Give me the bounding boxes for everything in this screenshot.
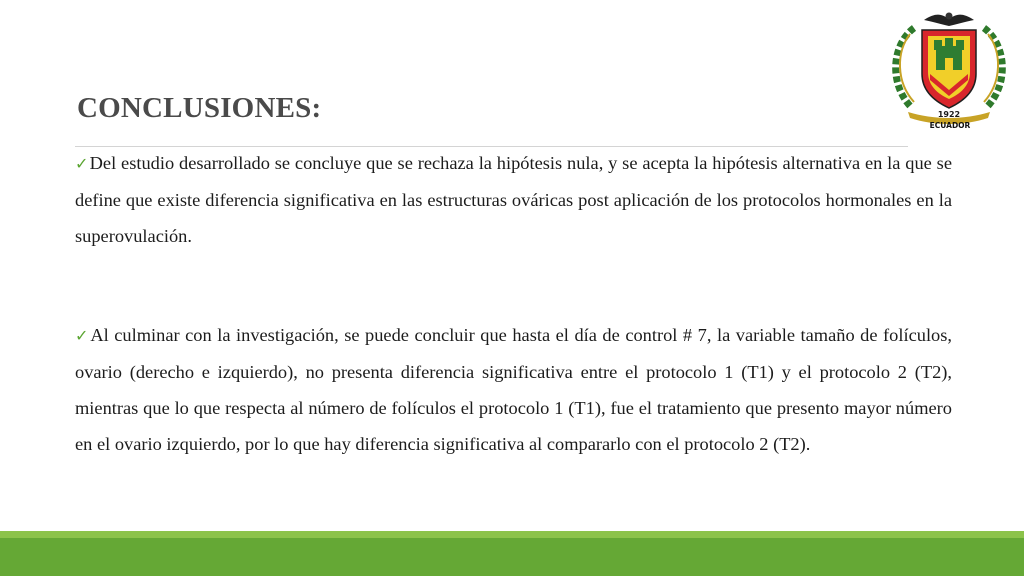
conclusion-item-2 xyxy=(75,317,952,462)
logo-year: 1922 xyxy=(937,110,961,119)
checkmark-icon: ✓ xyxy=(75,154,89,173)
conclusion-text-2: Al culminar con la investigación, se puede concluir que hasta el día de control # 7, la variable tamaño de folículos, ovario (derecho e izquierdo), no presenta diferencia significativa entre el protocolo 1 (T1) y el protocolo 2 (T2), mientras que lo que respecta al número de folículos el protocolo 1 (T1), fue el tratamiento que presento mayor número en el ovario izquierdo, por lo que hay diferencia significativa al compararlo con el protocolo 2 (T2). xyxy=(75,325,953,454)
conclusion-item-1 xyxy=(75,145,952,254)
slide-title: CONCLUSIONES: xyxy=(77,92,322,124)
conclusion-text-1: Del estudio desarrollado se concluye que se rechaza la hipótesis nula, y se acepta la hipótesis alternativa en la que se define que existe diferencia significativa en las estructuras ováricas post aplicación de los protocolos hormonales en la superovulación. xyxy=(75,153,952,246)
footer-bar xyxy=(0,538,1024,576)
coat-of-arms-icon xyxy=(884,4,1014,132)
footer-accent-bar xyxy=(0,531,1024,538)
logo-country: ECUADOR xyxy=(929,121,971,130)
checkmark-icon: ✓ xyxy=(75,326,90,345)
